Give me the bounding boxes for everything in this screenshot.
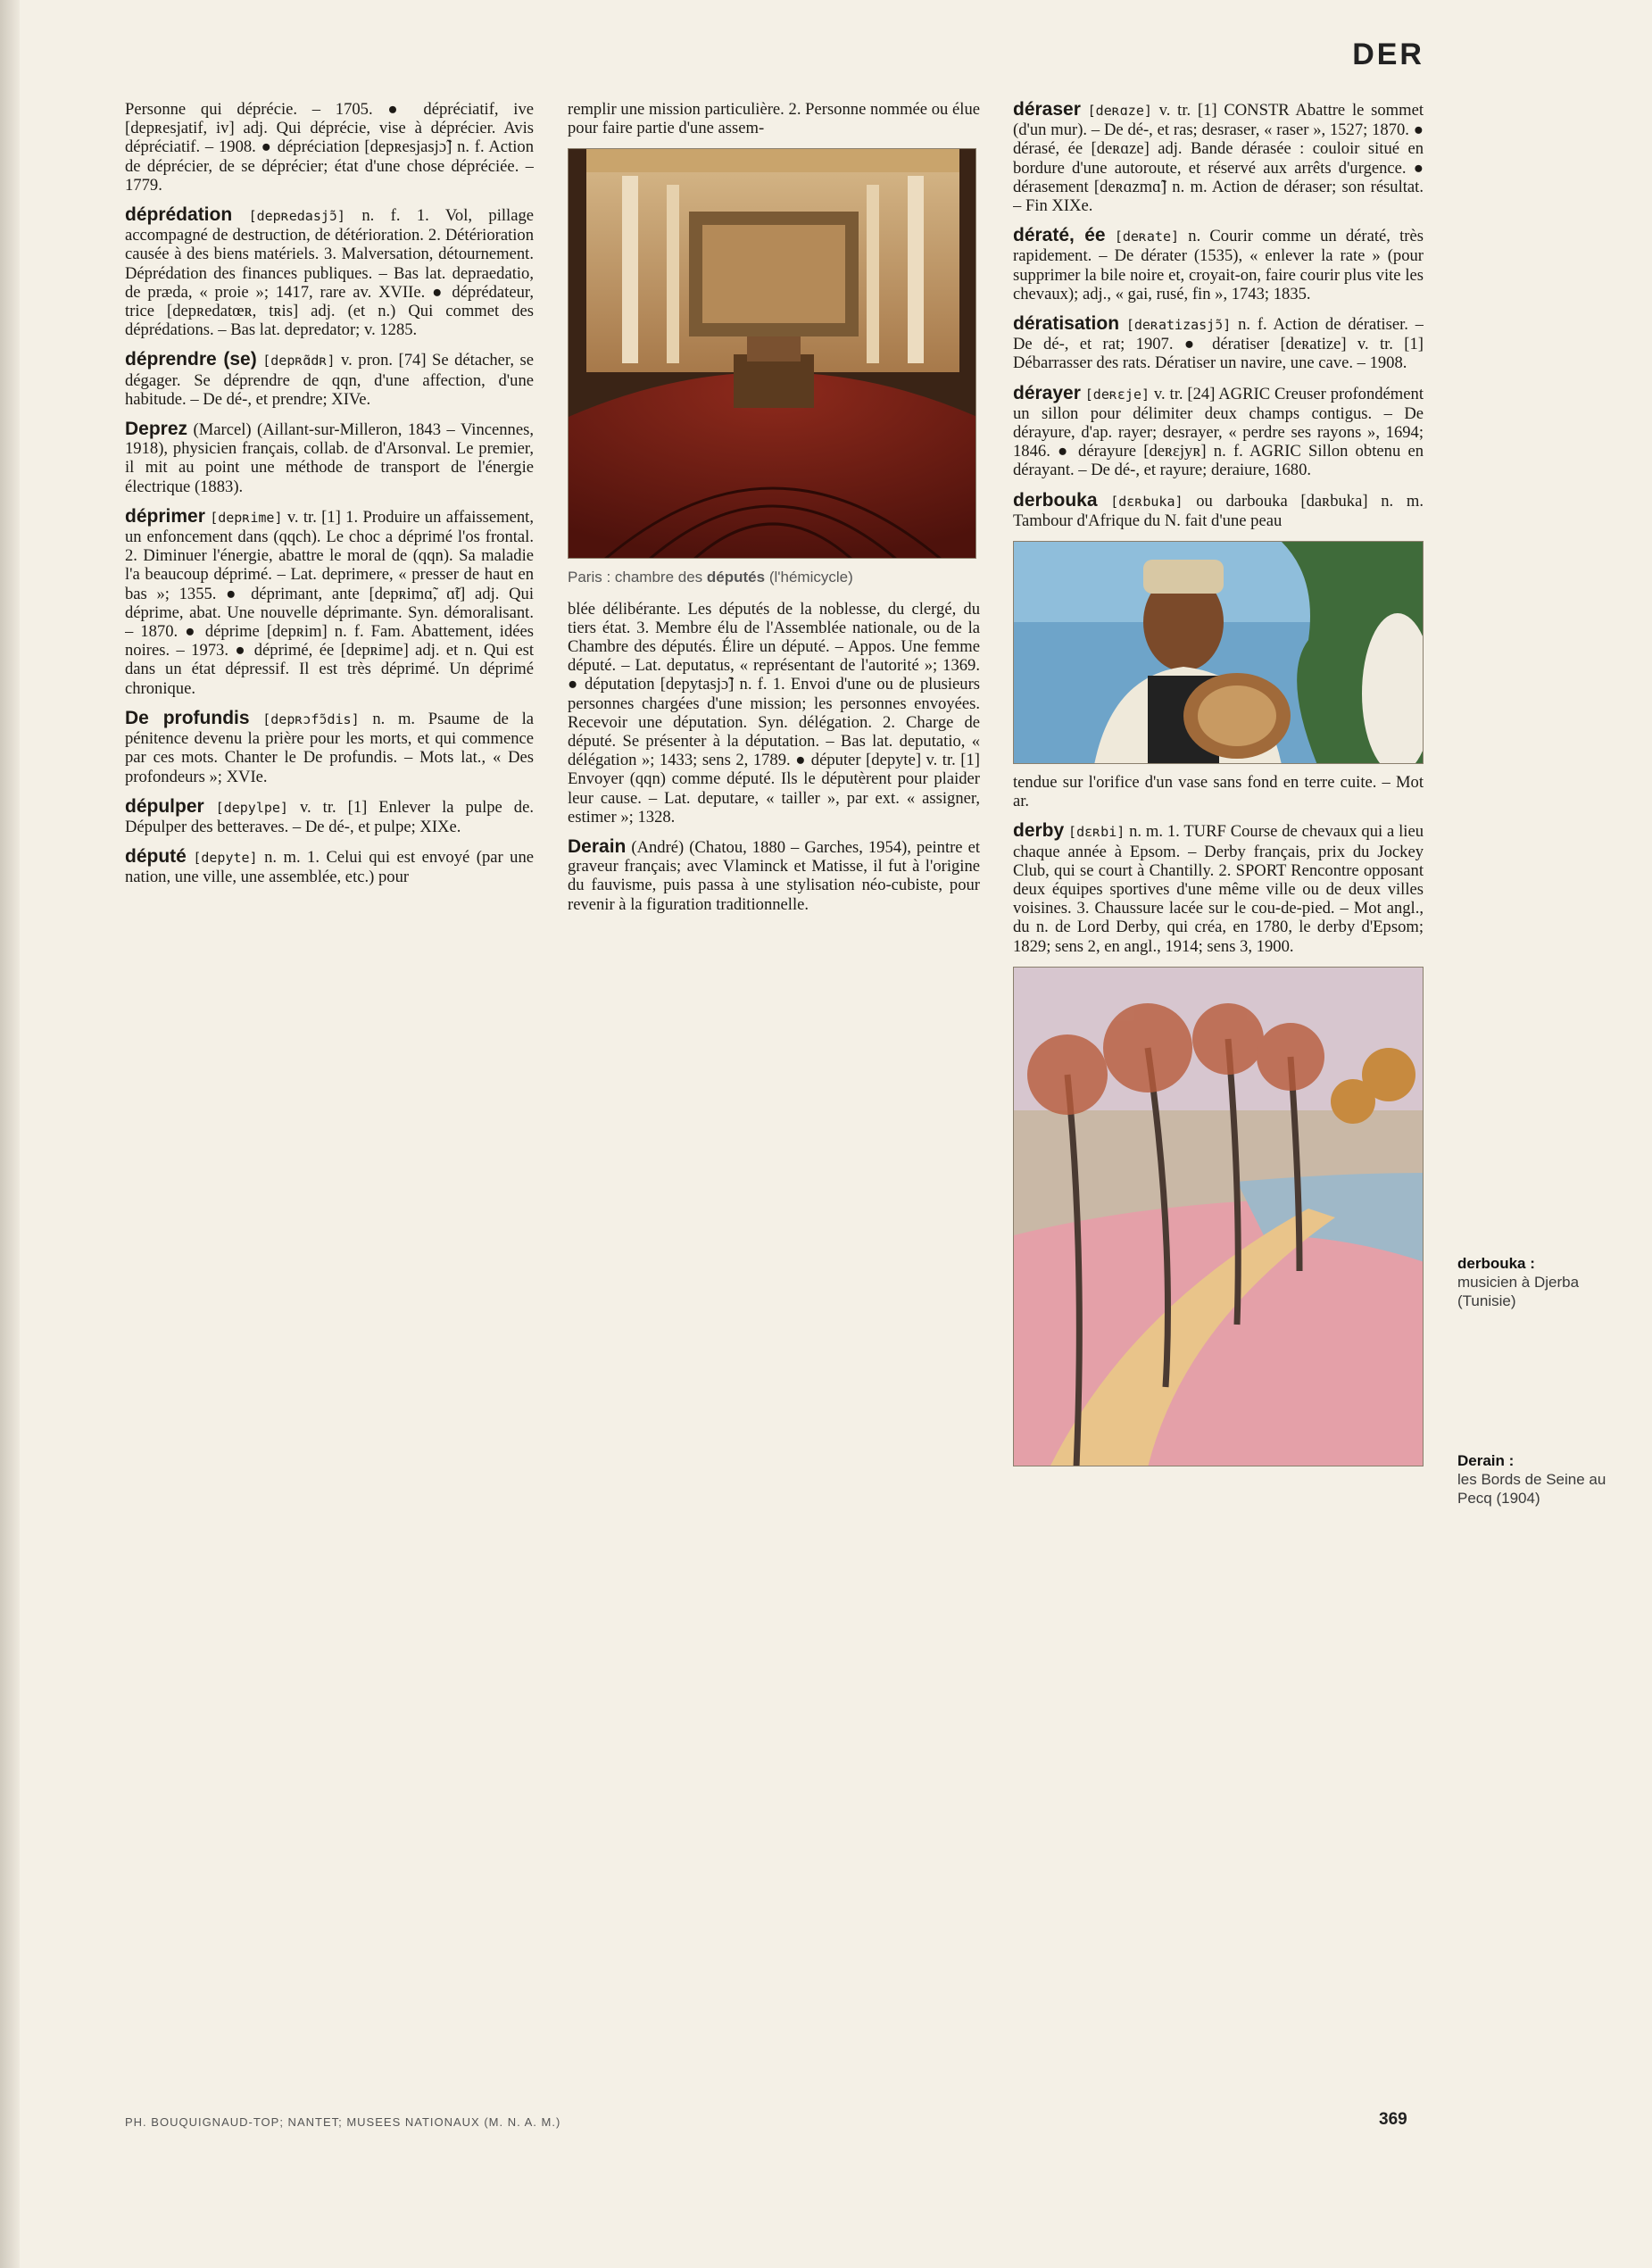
entry-pronunciation: [dɛʀbi] bbox=[1068, 824, 1125, 841]
entry-headword: Deprez bbox=[125, 419, 188, 440]
entry-pronunciation: [depylpe] bbox=[215, 799, 288, 816]
dictionary-entry bbox=[1013, 314, 1424, 373]
entry-definition: ou darbouka [daʀbuka] n. m. Tambour d'Afrique du N. fait d'une peau bbox=[1013, 491, 1424, 530]
drummer-illustration bbox=[1014, 542, 1424, 764]
derbouka-caption bbox=[1457, 1254, 1627, 1310]
dictionary-entry bbox=[125, 100, 534, 195]
derain-caption-text: les Bords de Seine au Pecq (1904) bbox=[1457, 1471, 1606, 1507]
derbouka-caption-text: musicien à Djerba (Tunisie) bbox=[1457, 1274, 1580, 1309]
assembly-chamber-photo bbox=[568, 148, 976, 559]
derain-painting bbox=[1013, 967, 1424, 1466]
entry-pronunciation: [dɛʀbuka] bbox=[1110, 493, 1183, 510]
entry-definition: v. tr. [1] 1. Produire un affaissement, un enfoncement dans (qqch). Le choc a déprimé l'os frontal. 2. Diminuer l'énergie, abattre le moral de (qqn). Sa maladie l'a beaucoup déprimé. – Lat. deprimere, « presser de haut en bas »; 1355. ● déprimant, ante [depʀimɑ̃, ɑ̃t] adj. Qui déprime, abat. Une nouvelle déprimante. Syn. démoralisant. – 1870. ● déprime [depʀim] n. f. Fam. Abattement, idées noires. – 1973. ● déprimé, ée [depʀime] adj. et n. Qui est dans un état dépressif. Il est très déprimé. Un déprimé chronique. bbox=[125, 507, 534, 698]
entry-pronunciation: [depʀedasjɔ̃] bbox=[248, 208, 345, 225]
entry-pronunciation: [deʀate] bbox=[1114, 228, 1180, 245]
entry-definition: v. tr. [1] CONSTR Abattre le sommet (d'un mur). – De dé-, et ras; desraser, « raser », 1527; 1870. ● dérasé, ée [deʀɑze] adj. Bande dérasée : couloir situé en bordure d'une autoroute, et réservé aux arrêts d'urgence. ● dérasement [deʀɑzmɑ̃] n. m. Action de déraser; son résultat. – Fin XIXe. bbox=[1013, 101, 1424, 216]
dictionary-entry bbox=[125, 205, 534, 339]
entry-pronunciation: [depyte] bbox=[193, 850, 258, 867]
dictionary-entry bbox=[1013, 100, 1424, 215]
entry-headword: déprimer bbox=[125, 505, 205, 527]
entry-definition: v. tr. [24] AGRIC Creuser profondément un sillon pour délimiter deux champs contigus. – De dérayure, d'ap. rayer; desrayer, « perdre ses rayons », 1694; 1846. ● dérayure [deʀɛjyʀ] n. f. AGRIC Sillon obtenu en dérayant. – De dé-, et rayure; deraiure, 1680. bbox=[1013, 384, 1424, 480]
column-2-intro: remplir une mission particulière. 2. Personne nommée ou élue pour faire partie d'une assem- bbox=[568, 100, 980, 138]
entry-definition: Personne qui déprécie. – 1705. ● dépréciatif, ive [depʀesjatif, iv] adj. Qui déprécie, vise à déprécier. Avis dépréciatif. – 1908. ● dépréciation [depʀesjasjɔ̃] n. f. Action de déprécier, de se déprécier; état d'une chose dépréciée. – 1779. bbox=[125, 100, 534, 195]
assembly-photo-caption bbox=[568, 568, 980, 586]
dictionary-entry bbox=[125, 350, 534, 409]
photo-credits: PH. BOUQUIGNAUD-TOP; NANTET; MUSEES NATIONAUX (M. N. A. M.) bbox=[125, 2115, 561, 2129]
derbouka-continuation: tendue sur l'orifice d'un vase sans fond en terre cuite. – Mot ar. bbox=[1013, 773, 1424, 811]
entry-definition: n. f. 1. Vol, pillage accompagné de destruction, de détérioration. 2. Détérioration causée à des biens matériels. 3. Malversation, détournement. Déprédation des finances publiques. – Bas lat. depraedatio, de præda, « proie »; 1417, rare av. XVIIe. ● déprédateur, trice [depʀedatœʀ, tʀis] adj. (et n.) Qui commet des déprédations. – Bas lat. depredator; v. 1285. bbox=[125, 206, 534, 340]
caption-tail: (l'hémicycle) bbox=[765, 569, 853, 586]
entry-pronunciation: [deʀɑze] bbox=[1087, 103, 1152, 119]
entry-headword: déraser bbox=[1013, 100, 1081, 120]
dictionary-entry bbox=[1013, 384, 1424, 480]
entry-pronunciation: [deʀatizasjɔ̃] bbox=[1125, 317, 1232, 334]
entry-headword: député bbox=[125, 846, 187, 868]
column-3 bbox=[1013, 100, 1424, 2099]
entry-definition: n. m. 1. Celui qui est envoyé (par une nation, une ville, une assemblée, etc.) pour bbox=[125, 848, 534, 887]
entry-definition: v. pron. [74] Se détacher, se dégager. Se déprendre de qqn, d'une affection, d'une habitude. – De dé-, et prendre; XIVe. bbox=[125, 351, 534, 409]
dictionary-entry bbox=[1013, 821, 1424, 955]
column-2 bbox=[568, 100, 980, 2099]
entry-pronunciation: [depʀɔfɔ̃dis] bbox=[262, 710, 360, 727]
entry-headword: dératé, ée bbox=[1013, 225, 1106, 246]
entry-headword: dératisation bbox=[1013, 313, 1120, 335]
entry-pronunciation: [deʀɛje] bbox=[1084, 386, 1150, 403]
caption-text: Paris : chambre des bbox=[568, 569, 707, 586]
entry-definition: n. m. 1. TURF Course de chevaux qui a lieu chaque année à Epsom. – Derby français, prix du Jockey Club, qui se court à Chantilly. 2. SPORT Rencontre opposant deux équipes sportives d'une même ville ou de deux villes voisines. 3. Chaussure lacée sur le cou-de-pied. – Mot angl., du n. de Lord Derby, qui créa, en 1780, le derby d'Epsom; 1829; sens 2, en angl., 1914; sens 3, 1900. bbox=[1013, 822, 1424, 956]
derain-caption-title: Derain : bbox=[1457, 1452, 1515, 1469]
entry-definition: n. f. Action de dératiser. – De dé-, et rat; 1907. ● dératiser [deʀatize] v. tr. [1] Débarrasser des rats. Dératiser un navire, une cave. – 1908. bbox=[1013, 315, 1424, 373]
entry-definition: v. tr. [1] Enlever la pulpe de. Dépulper des betteraves. – De dé-, et pulpe; XIXe. bbox=[125, 797, 534, 836]
entry-headword: derby bbox=[1013, 820, 1065, 842]
column-1 bbox=[125, 100, 534, 2099]
entry-headword: Derain bbox=[568, 836, 627, 858]
entry-headword: dérayer bbox=[1013, 382, 1081, 403]
dictionary-entry bbox=[125, 847, 534, 886]
dictionary-entry bbox=[1013, 491, 1424, 530]
dictionary-entry bbox=[125, 507, 534, 698]
entry-pronunciation: [depʀɑ̃dʀ] bbox=[262, 353, 336, 370]
derbouka-caption-title: derbouka : bbox=[1457, 1255, 1535, 1272]
dictionary-entry bbox=[568, 600, 980, 827]
entry-definition: n. m. Psaume de la pénitence devenu la prière pour les morts, et qui commence par ces mots. Chanter le De profundis. – Mots lat., « Des profondeurs »; XVIe. bbox=[125, 709, 534, 786]
painting-illustration bbox=[1014, 968, 1424, 1466]
derain-caption bbox=[1457, 1451, 1627, 1508]
entry-headword: déprendre (se) bbox=[125, 349, 257, 370]
hemicycle-illustration bbox=[569, 149, 976, 559]
page-edge bbox=[0, 0, 20, 2268]
entry-definition: blée délibérante. Les députés de la noblesse, du clergé, du tiers état. 3. Membre élu de l'Assemblée nationale, ou de la Chambre des députés. Élire un député. – Appos. Une femme député. – Lat. deputatus, « représentant de l'autorité »; 1369. ● députation [depytasjɔ̃] n. f. 1. Envoi d'une ou de plusieurs personnes chargées d'une mission; les personnes envoyées. Recevoir une députation. Syn. délégation. 2. Charge de député. Se présenter à la députation. – Bas lat. deputatio, « délégation »; 1433; sens 2, 1789. ● députer [depyte] v. tr. [1] Envoyer (qqn) comme député. Ils le députèrent pour plaider leur cause. – Lat. deputare, « tailler », par ext. « assigner, estimer »; 1328. bbox=[568, 599, 980, 827]
dictionary-entry bbox=[568, 837, 980, 914]
entry-definition: n. Courir comme un dératé, très rapidement. – De dérater (1535), « enlever la rate » (pour supprimer la bile noire et, croyait-on, faire courir plus vite les chevaux); adj., « gai, rusé, fin », 1743; 1835. bbox=[1013, 227, 1424, 303]
page-number: 369 bbox=[1379, 2110, 1407, 2129]
running-head: DER bbox=[1352, 37, 1424, 71]
dictionary-entry bbox=[125, 709, 534, 786]
dictionary-entry bbox=[125, 797, 534, 836]
derbouka-photo bbox=[1013, 541, 1424, 764]
entry-headword: dépulper bbox=[125, 795, 204, 817]
entry-pronunciation: [depʀime] bbox=[210, 509, 283, 526]
dictionary-entry bbox=[125, 420, 534, 496]
entry-headword: déprédation bbox=[125, 204, 233, 226]
entry-headword: derbouka bbox=[1013, 489, 1098, 511]
dictionary-entry bbox=[1013, 226, 1424, 303]
caption-bold: députés bbox=[706, 569, 766, 586]
entry-headword: De profundis bbox=[125, 707, 250, 728]
entry-definition: (André) (Chatou, 1880 – Garches, 1954), peintre et graveur français; avec Vlaminck et Matisse, il fut à l'origine du fauvisme, puis passa à une stylisation néo-cubiste, pour revenir à la figuration traditionnelle. bbox=[568, 838, 980, 914]
entry-definition: (Marcel) (Aillant-sur-Milleron, 1843 – Vincennes, 1918), physicien français, collab. de d'Arsonval. Le premier, il mit au point une méthode de transport de l'énergie électrique (1883). bbox=[125, 420, 534, 496]
